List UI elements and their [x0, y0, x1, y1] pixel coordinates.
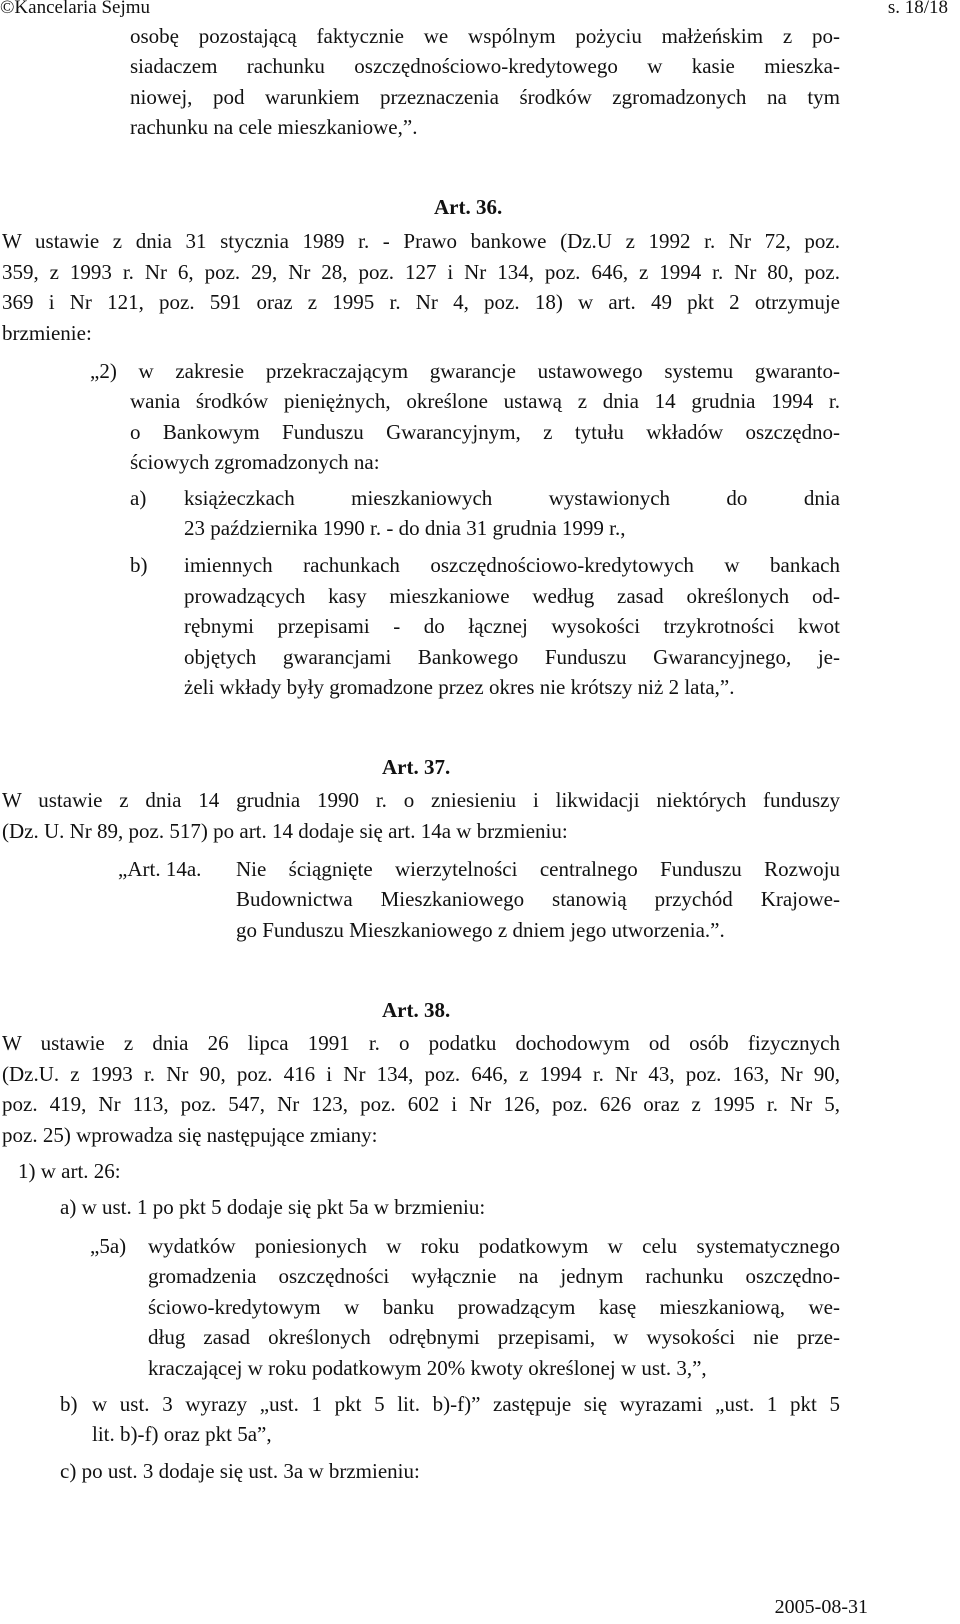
art37-line: (Dz. U. Nr 89, poz. 517) po art. 14 dodaje się art. 14a w brzmieniu:	[2, 819, 568, 843]
art36-item-b-line: objętych gwarancjami Bankowego Funduszu Gwarancyjnego, je-	[184, 645, 840, 669]
art37-line: W ustawie z dnia 14 grudnia 1990 r. o zniesieniu i likwidacji niektórych funduszy	[2, 788, 840, 812]
art36-item-b-label: b)	[130, 553, 148, 577]
art38-quote-line: wydatków poniesionych w roku podatkowym w celu systematycznego	[148, 1234, 840, 1258]
art36-item-b-line: imiennych rachunkach oszczędnościowo-kredytowych w bankach	[184, 553, 840, 577]
art38-quote-label: „5a)	[90, 1234, 127, 1258]
art38-quote-line: dług zasad określonych odrębnymi przepisami, w wysokości nie prze-	[148, 1325, 840, 1349]
art38-quote-line: gromadzenia oszczędności wyłącznie na jednym rachunku oszczędno-	[148, 1264, 840, 1288]
art36-line: W ustawie z dnia 31 stycznia 1989 r. - Prawo bankowe (Dz.U z 1992 r. Nr 72, poz.	[2, 229, 840, 253]
art37-quote-label: „Art. 14a.	[118, 857, 202, 881]
article-37-heading: Art. 37.	[382, 755, 451, 779]
art36-line: brzmienie:	[2, 321, 92, 345]
art36-item-b-line: rębnymi przepisami - do łącznej wysokości trzykrotności kwot	[184, 614, 840, 638]
intro-line: niowej, pod warunkiem przeznaczenia środków zgromadzonych na tym	[130, 85, 840, 109]
art38-sub-c: c) po ust. 3 dodaje się ust. 3a w brzmieniu:	[60, 1459, 420, 1483]
intro-line: osobę pozostającą faktycznie we wspólnym pożyciu małżeńskim z po-	[130, 24, 840, 48]
intro-line: siadaczem rachunku oszczędnościowo-kredytowego w kasie mieszka-	[130, 54, 840, 78]
header-page-number: s. 18/18	[887, 0, 948, 18]
art36-item-a-label: a)	[130, 486, 147, 510]
art36-quote-line: o Bankowym Funduszu Gwarancyjnym, z tytułu wkładów oszczędno-	[130, 420, 840, 444]
article-36-heading: Art. 36.	[434, 195, 503, 219]
art36-item-b-line: prowadzących kasy mieszkaniowe według zasad określonych od-	[184, 584, 840, 608]
art36-quote-line: „2) w zakresie przekraczającym gwarancje ustawowego systemu gwaranto-	[90, 359, 840, 383]
article-38-heading: Art. 38.	[382, 998, 451, 1022]
art36-item-a-line: 23 października 1990 r. - do dnia 31 grudnia 1999 r.,	[184, 516, 626, 540]
intro-line: rachunku na cele mieszkaniowe,”.	[130, 115, 418, 139]
art37-quote-line: go Funduszu Mieszkaniowego z dniem jego utworzenia.”.	[236, 918, 725, 942]
art36-item-a-line: książeczkach mieszkaniowych wystawionych do dnia	[184, 486, 840, 510]
art37-quote-line: Nie ściągnięte wierzytelności centralnego Funduszu Rozwoju	[236, 857, 840, 881]
art37-quote-line: Budownictwa Mieszkaniowego stanowią przychód Krajowe-	[236, 887, 840, 911]
art36-quote-line: ściowych zgromadzonych na:	[130, 450, 380, 474]
art36-quote-line: wania środków pieniężnych, określone ustawą z dnia 14 grudnia 1994 r.	[130, 389, 840, 413]
art38-point-1: 1) w art. 26:	[18, 1159, 121, 1183]
art38-line: W ustawie z dnia 26 lipca 1991 r. o podatku dochodowym od osób fizycznych	[2, 1031, 840, 1055]
art36-line: 359, z 1993 r. Nr 6, poz. 29, Nr 28, poz. 127 i Nr 134, poz. 646, z 1994 r. Nr 80, poz.	[2, 260, 840, 284]
art36-item-b-line: żeli wkłady były gromadzone przez okres nie krótszy niż 2 lata,”.	[184, 675, 735, 699]
art38-sub-b-line: w ust. 3 wyrazy „ust. 1 pkt 5 lit. b)-f)” zastępuje się wyrazami „ust. 1 pkt 5	[92, 1392, 840, 1416]
art38-line: (Dz.U. z 1993 r. Nr 90, poz. 416 i Nr 134, poz. 646, z 1994 r. Nr 43, poz. 163, Nr 90,	[2, 1062, 840, 1086]
header-source: ©Kancelaria Sejmu	[0, 0, 151, 18]
art36-line: 369 i Nr 121, poz. 591 oraz z 1995 r. Nr 4, poz. 18) w art. 49 pkt 2 otrzymuje	[2, 290, 840, 314]
art38-sub-b-label: b)	[60, 1392, 78, 1416]
art38-quote-line: ściowo-kredytowym w banku prowadzącym kasę mieszkaniową, we-	[148, 1295, 840, 1319]
art38-sub-a: a) w ust. 1 po pkt 5 dodaje się pkt 5a w brzmieniu:	[60, 1195, 486, 1219]
art38-quote-line: kraczającej w roku podatkowym 20% kwoty określonej w ust. 3,”,	[148, 1356, 707, 1380]
art38-sub-b-line: lit. b)-f) oraz pkt 5a”,	[92, 1422, 272, 1446]
footer-date: 2005-08-31	[774, 1596, 868, 1618]
art38-line: poz. 419, Nr 113, poz. 547, Nr 123, poz. 602 i Nr 126, poz. 626 oraz z 1995 r. Nr 5,	[2, 1092, 840, 1116]
art38-line: poz. 25) wprowadza się następujące zmiany:	[2, 1123, 378, 1147]
